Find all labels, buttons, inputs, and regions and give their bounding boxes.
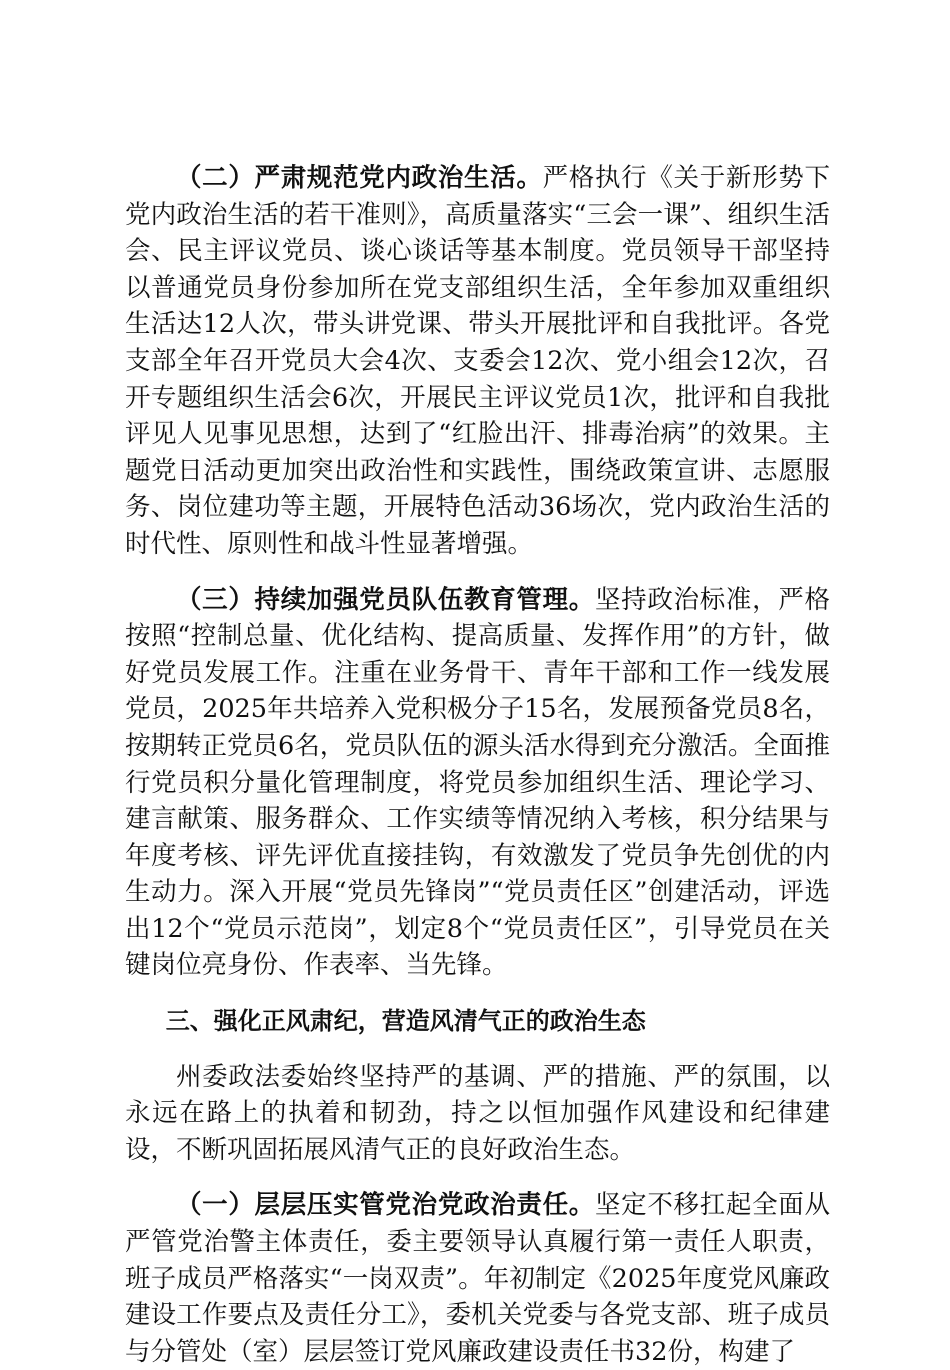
paragraph-body-text: 州委政法委始终坚持严的基调、严的措施、严的氛围，以永远在路上的执着和韧劲，持之以恒加强作风建设和纪律建设，不断巩固拓展风清气正的良好政治生态。 [125,1061,830,1165]
paragraph-member-education [125,582,830,985]
subheading-member-education: （三）持续加强党员队伍教育管理。 [176,584,595,615]
paragraph-party-political-life [125,160,830,563]
paragraph-responsibility [125,1187,830,1370]
document-page [125,160,830,1370]
subheading-responsibility: （一）层层压实管党治党政治责任。 [176,1190,595,1221]
subheading-party-political-life: （二）严肃规范党内政治生活。 [176,163,543,193]
paragraph-body-text: 严格执行《关于新形势下党内政治生活的若干准则》，高质量落实“三会一课”、组织生活会、民主评议党员、谈心谈话等基本制度。党员领导干部坚持以普通党员身份参加所在党支部组织生活，全年参加双重组织生活达12人次，带头讲党课、带头开展批评和自我批评。各党支部全年召开党员大会4次、支委会12次、党小组会12次，召开专题组织生活会6次，开展民主评议党员1次，批评和自我批评见人见事见思想，达到了“红脸出汗、排毒治病”的效果。主题党日活动更加突出政治性和实践性，围绕政策宣讲、志愿服务、岗位建功等主题，开展特色活动36场次，党内政治生活的时代性、原则性和战斗性显著增强。 [125,163,830,559]
paragraph-body-text: 坚持政治标准，严格按照“控制总量、优化结构、提高质量、发挥作用”的方针，做好党员发展工作。注重在业务骨干、青年干部和工作一线发展党员，2025年共培养入党积极分子15名，发展预备党员8名，按期转正党员6名，党员队伍的源头活水得到充分激活。全面推行党员积分量化管理制度，将党员参加组织生活、理论学习、建言献策、服务群众、工作实绩等情况纳入考核，积分结果与年度考核、评先评优直接挂钩，有效激发了党员争先创优的内生动力。深入开展“党员先锋岗”“党员责任区”创建活动，评选出12个“党员示范岗”，划定8个“党员责任区”，引导党员在关键岗位亮身份、作表率、当先锋。 [125,584,830,981]
paragraph-body-text: 坚定不移扛起全面从严管党治警主体责任，委主要领导认真履行第一责任人职责，班子成员严格落实“一岗双责”。年初制定《2025年度党风廉政建设工作要点及责任分工》，委机关党委与各党支部、班子成员与分管处（室）层层签订党风廉政建设责任书32份，构建了 [125,1190,830,1367]
paragraph-section-intro [125,1059,830,1169]
section-heading: 三、强化正风肃纪，营造风清气正的政治生态 [165,1007,646,1036]
